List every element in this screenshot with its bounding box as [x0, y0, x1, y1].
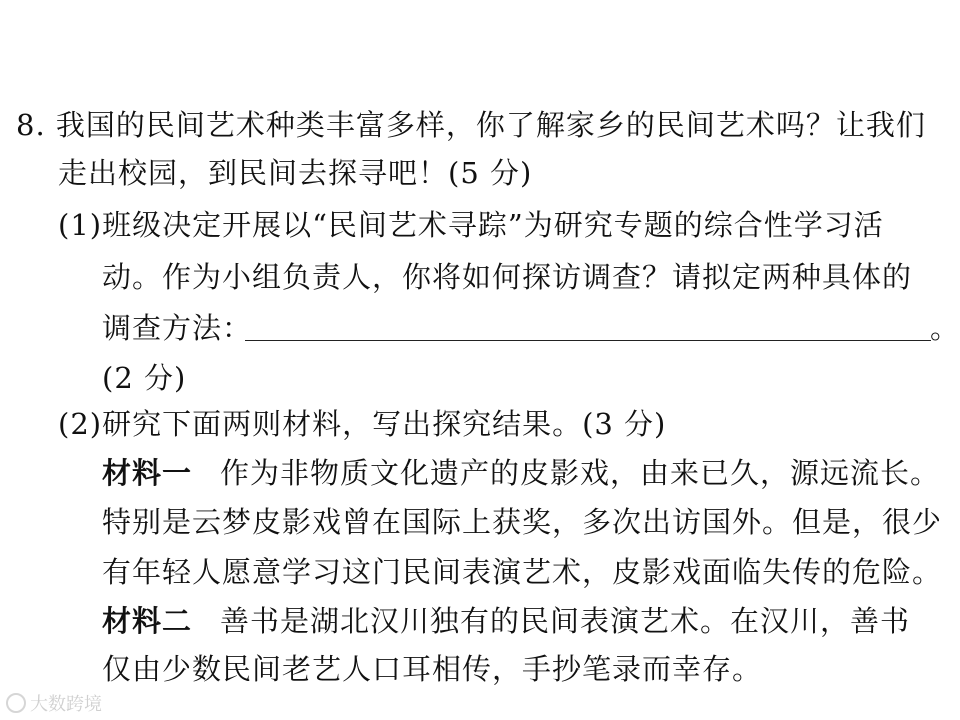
material2-line-2: 仅由少数民间老艺人口耳相传，手抄笔录而幸存。 — [102, 652, 763, 686]
part1-points: (2 分) — [102, 361, 187, 395]
part2-line-1: (2)研究下面两则材料，写出探究结果。(3 分) — [58, 407, 667, 441]
material1-line-1 — [102, 455, 940, 491]
material1-line-2: 特别是云梦皮影戏曾在国际上获奖，多次出访国外。但是，很少 — [102, 505, 943, 539]
watermark — [6, 690, 102, 716]
material2-label: 材料二 — [102, 604, 193, 638]
material2-line-1 — [102, 603, 910, 639]
part1-line-3-end: 。 — [930, 311, 960, 345]
material1-label: 材料一 — [102, 456, 193, 490]
part1-line-2: 动。作为小组负责人，你将如何探访调查？请拟定两种具体的 — [102, 260, 913, 294]
watermark-text: 大数跨境 — [30, 694, 102, 715]
material1-line-3: 有年轻人愿意学习这门民间表演艺术，皮影戏面临失传的危险。 — [102, 555, 943, 589]
material2-text-1: 善书是湖北汉川独有的民间表演艺术。在汉川，善书 — [220, 604, 911, 638]
material1-text-1: 作为非物质文化遗产的皮影戏，由来已久，源远流长。 — [220, 456, 941, 490]
answer-blank-line[interactable] — [245, 340, 931, 341]
watermark-logo-icon — [6, 693, 26, 713]
part1-line-1: (1)班级决定开展以“民间艺术寻踪”为研究专题的综合性学习活 — [58, 208, 884, 242]
question-line-2: 走出校园，到民间去探寻吧！(5 分) — [58, 156, 533, 190]
question-line-1: 8. 我国的民间艺术种类丰富多样，你了解家乡的民间艺术吗？让我们 — [16, 108, 926, 142]
part1-line-3-label: 调查方法： — [102, 311, 253, 345]
